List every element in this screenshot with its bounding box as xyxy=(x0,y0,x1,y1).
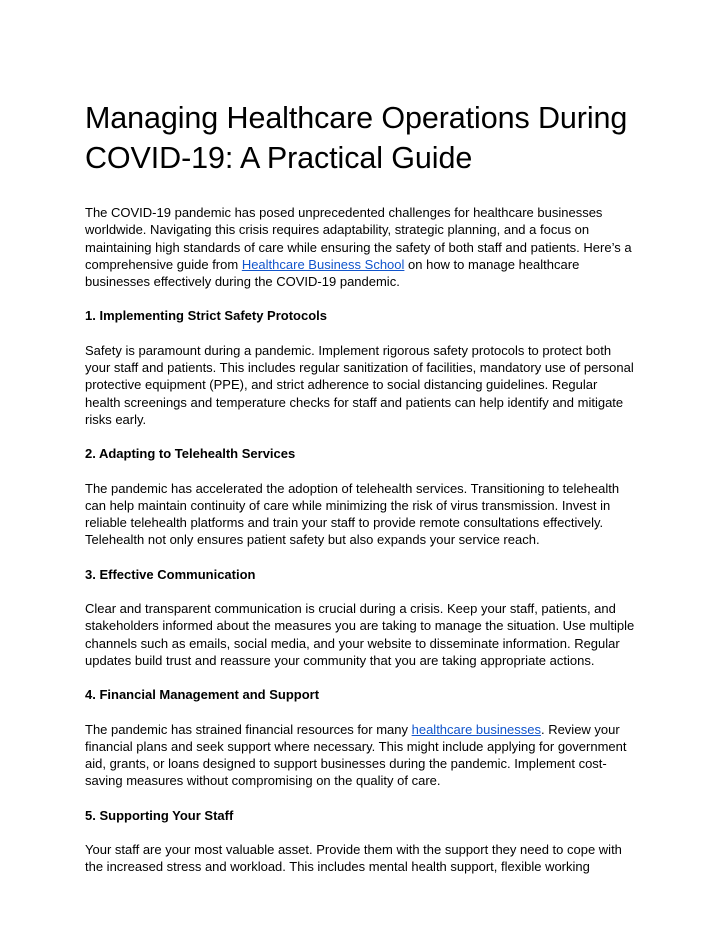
section-heading-staff: 5. Supporting Your Staff xyxy=(85,807,234,823)
document-page xyxy=(85,98,635,893)
section-body-staff: Your staff are your most valuable asset. Provide them with the support they need to cope with the increased stress and workload. This includes mental health support, flexible working xyxy=(85,842,622,875)
financial-text-before-link: The pandemic has strained financial resources for many xyxy=(85,721,412,737)
section-body-financial xyxy=(85,721,635,790)
healthcare-businesses-link[interactable]: healthcare businesses xyxy=(411,721,541,737)
document-title: Managing Healthcare Operations During COVID-19: A Practical Guide xyxy=(85,101,628,175)
intro-paragraph xyxy=(85,204,635,290)
section-body-communication: Clear and transparent communication is crucial during a crisis. Keep your staff, patients, and stakeholders informed about the measures you are taking to manage the situation. Use multiple channels such as emails, social media, and your website to disseminate information. Regular updates build trust and reassure your community that you are taking appropriate actions. xyxy=(85,601,635,668)
intro-text-after-link: on how to manage healthcare businesses effectively during the COVID-19 pandemic. xyxy=(85,256,580,290)
section-heading-telehealth: 2. Adapting to Telehealth Services xyxy=(85,446,296,462)
section-heading-communication: 3. Effective Communication xyxy=(85,566,256,582)
section-body-safety-protocols: Safety is paramount during a pandemic. Implement rigorous safety protocols to protect both your staff and patients. This includes regular sanitization of facilities, mandatory use of personal protective equipment (PPE), and strict adherence to social distancing guidelines. Regular health screenings and temperature checks for staff and patients can help identify and mitigate risks early. xyxy=(85,342,634,427)
section-body-telehealth: The pandemic has accelerated the adoption of telehealth services. Transitioning to telehealth can help maintain continuity of care while minimizing the risk of virus transmission. Invest in reliable telehealth platforms and train your staff to provide remote consultations effectively. Telehealth not only ensures patient safety but also expands your service reach. xyxy=(85,480,620,548)
section-heading-safety-protocols: 1. Implementing Strict Safety Protocols xyxy=(85,308,327,324)
financial-text-after-link: . Review your financial plans and seek support where necessary. This might include applying for government aid, grants, or loans designed to support businesses during the pandemic. Implement cost-saving measures without compromising on the quality of care. xyxy=(85,721,627,789)
intro-text-before-link: The COVID-19 pandemic has posed unprecedented challenges for healthcare businesses worldwide. Navigating this crisis requires adaptability, strategic planning, and a focus on maintaining high standards of care while ensuring the safety of both staff and patients. Here’s a comprehensive guide from xyxy=(85,205,632,272)
healthcare-business-school-link[interactable]: Healthcare Business School xyxy=(241,256,405,272)
section-heading-financial: 4. Financial Management and Support xyxy=(85,687,320,703)
